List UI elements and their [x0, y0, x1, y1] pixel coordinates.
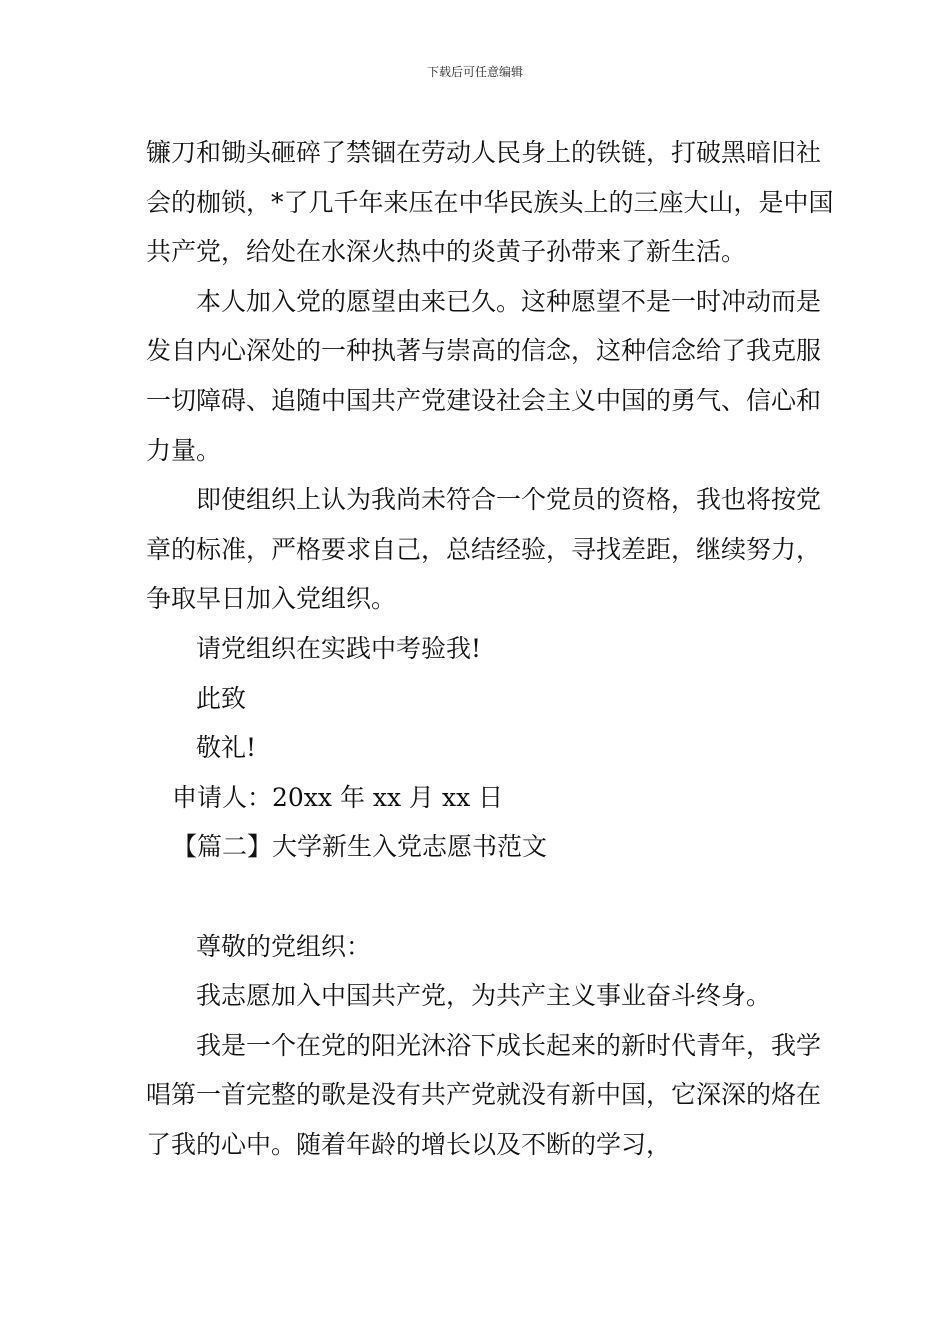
- paragraph-wish: 本人加入党的愿望由来已久。这种愿望不是一时冲动而是发自内心深处的一种执著与崇高的信念，这种信念给了我克服一切障碍、追随中国共产党建设社会主义中国的勇气、信心和力量。: [146, 286, 822, 465]
- signature-line: 申请人：20xx 年 xx 月 xx 日: [172, 782, 504, 812]
- request-line: 请党组织在实践中考验我!: [196, 633, 482, 663]
- section-title: 【篇二】大学新生入党志愿书范文: [172, 832, 548, 862]
- statement-line: 我志愿加入中国共产党，为共产主义事业奋斗终身。: [196, 981, 772, 1011]
- salutation: 尊敬的党组织：: [196, 931, 372, 961]
- blank-line: [146, 872, 836, 922]
- closing-greeting-line-2: 敬礼!: [196, 733, 257, 763]
- paragraph-background: 我是一个在党的阳光沐浴下成长起来的新时代青年，我学唱第一首完整的歌是没有共产党就没有新中国，它深深的烙在了我的心中。随着年龄的增长以及不断的学习，: [146, 1030, 822, 1159]
- paragraph-commitment: 即使组织上认为我尚未符合一个党员的资格，我也将按党章的标准，严格要求自己，总结经验，寻找差距，继续努力，争取早日加入党组织。: [146, 485, 822, 614]
- paragraph-continuation: 镰刀和锄头砸碎了禁锢在劳动人民身上的铁链，打破黑暗旧社会的枷锁，*了几千年来压在中华民族头上的三座大山，是中国共产党，给处在水深火热中的炎黄子孙带来了新生活。: [146, 138, 834, 267]
- page-header: 下载后可任意编辑: [426, 65, 523, 79]
- closing-greeting-line-1: 此致: [196, 683, 247, 713]
- document-body: [146, 128, 836, 1169]
